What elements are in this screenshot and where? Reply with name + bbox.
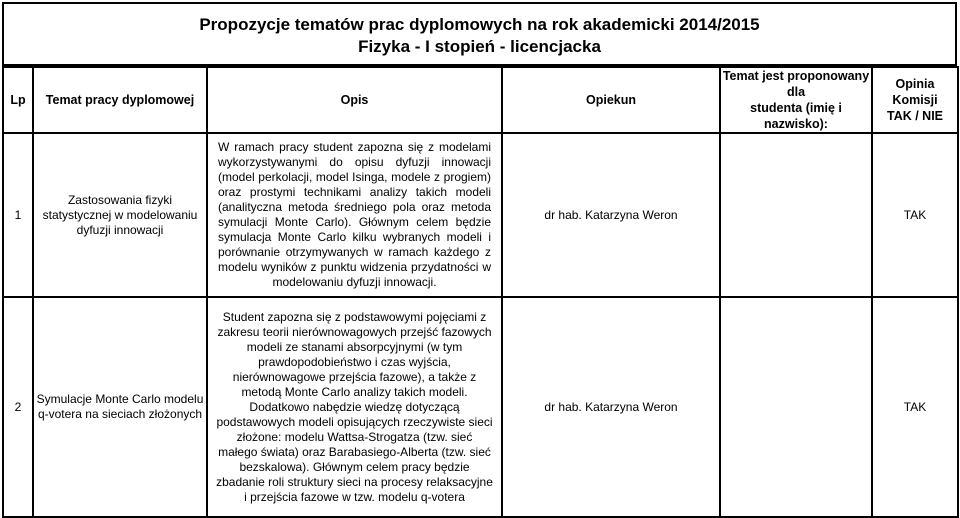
document-title: Propozycje tematów prac dyplomowych na rok akademicki 2014/2015 — [199, 15, 760, 34]
title-box — [2, 2, 957, 66]
row-topic: Zastosowania fizyki statystycznej w modelowaniu dyfuzji innowacji — [33, 133, 207, 297]
header-lp: Lp — [3, 67, 33, 133]
row-advisor: dr hab. Katarzyna Weron — [502, 133, 720, 297]
header-commission-line3: TAK / NIE — [886, 109, 944, 123]
row-topic: Symulacje Monte Carlo modelu q-votera na sieciach złożonych — [33, 297, 207, 517]
row-description: Student zapozna się z podstawowymi pojęciami z zakresu teorii nierównowagowych przejść fazowych modeli ze stanami absorpcyjnymi (w tym prawdopodobieństwo i czas wyjścia, nierównowagowe przejścia fazowe), a także z metodą Monte Carlo analizy takich modeli. Dodatkowo nabędzie wiedzę dotyczącą podstawowych modeli opisujących rzeczywiste sieci złożone: modelu Wattsa-Strogatza (tzw. sieć małego świata) oraz Barabasiego-Alberta (tzw. sieć bezskalowa). Głównym celem pracy będzie zbadanie roli struktury sieci na procesy relaksacyjne i przejścia fazowe w tzw. modelu q-votera — [207, 297, 502, 517]
topics-table — [2, 66, 959, 518]
document-subtitle: Fizyka - I stopień - licencjacka — [358, 37, 601, 56]
table-header-row — [3, 67, 958, 133]
row-student — [720, 133, 872, 297]
row-advisor: dr hab. Katarzyna Weron — [502, 297, 720, 517]
table-row — [3, 133, 958, 297]
header-advisor: Opiekun — [502, 67, 720, 133]
header-student-line2: studenta (imię i nazwisko): — [750, 101, 842, 131]
header-commission-line1: Opinia — [895, 77, 935, 91]
header-commission — [872, 67, 958, 133]
row-status: TAK — [872, 133, 958, 297]
header-description: Opis — [207, 67, 502, 133]
row-lp: 1 — [3, 133, 33, 297]
table-row — [3, 297, 958, 517]
header-commission-line2: Komisji — [892, 93, 938, 107]
header-topic: Temat pracy dyplomowej — [33, 67, 207, 133]
header-student-line1: Temat jest proponowany dla — [722, 69, 870, 99]
row-student — [720, 297, 872, 517]
row-lp: 2 — [3, 297, 33, 517]
row-status: TAK — [872, 297, 958, 517]
row-description: W ramach pracy student zapozna się z modelami wykorzystywanymi do opisu dyfuzji innowacji (model perkolacji, model Isinga, modele z progiem) oraz prostymi technikami analizy takich modeli (analityczna metoda średniego pola oraz metoda symulacji Monte Carlo). Głównym celem będzie symulacja Monte Carlo kilku wybranych modeli i porównanie otrzymywanych w ramach każdego z modelu wyników z punktu widzenia przydatności w modelowaniu dyfuzji innowacji. — [207, 133, 502, 297]
header-student — [720, 67, 872, 133]
